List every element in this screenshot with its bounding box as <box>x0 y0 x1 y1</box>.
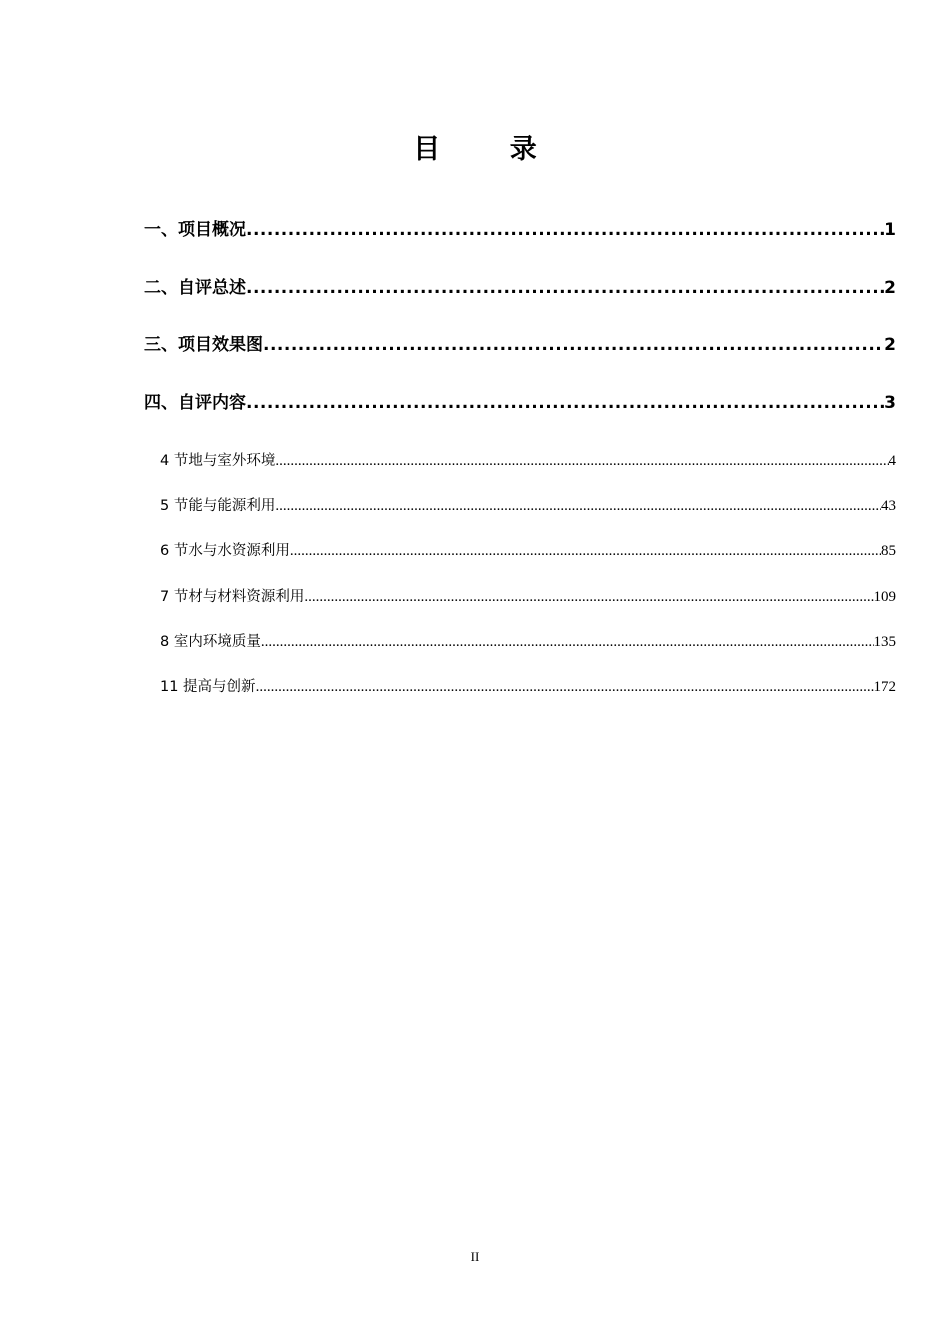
toc-page-number: 109 <box>873 589 896 605</box>
toc-entry-label: 二、自评总述 <box>144 278 246 298</box>
toc-title: 目 录 <box>413 134 567 165</box>
toc-subentry-improvement-innovation[interactable] <box>160 676 896 698</box>
toc-page-number: 2 <box>884 278 896 298</box>
toc-entry-project-overview[interactable] <box>144 217 896 243</box>
toc-entry-label: 四、自评内容 <box>144 393 246 413</box>
toc-leader-dots <box>275 495 881 517</box>
toc-entry-self-evaluation-summary[interactable] <box>144 275 896 301</box>
toc-entry-label: 5 节能与能源利用 <box>160 498 276 514</box>
toc-subentry-water-saving[interactable] <box>160 540 896 562</box>
toc-entry-self-evaluation-content[interactable] <box>144 390 896 416</box>
toc-entry-label: 三、项目效果图 <box>144 335 263 355</box>
toc-page-number: 3 <box>884 393 896 413</box>
toc-page-number: 172 <box>873 679 896 695</box>
toc-entry-label: 6 节水与水资源利用 <box>160 543 290 559</box>
toc-subentry-energy-saving[interactable] <box>160 495 896 517</box>
toc-page-number: 1 <box>884 220 896 240</box>
toc-leader-dots <box>246 217 884 243</box>
toc-page-number: 85 <box>881 543 896 559</box>
toc-subentry-material-saving[interactable] <box>160 586 896 608</box>
toc-leader-dots <box>246 390 884 416</box>
toc-entry-label: 7 节材与材料资源利用 <box>160 589 305 605</box>
toc-entry-label: 4 节地与室外环境 <box>160 453 276 469</box>
toc-entry-project-renderings[interactable] <box>144 332 896 358</box>
toc-page-number: 135 <box>873 634 896 650</box>
toc-entry-label: 8 室内环境质量 <box>160 634 261 650</box>
toc-entry-label: 一、项目概况 <box>144 220 246 240</box>
toc-page-number: 43 <box>881 498 896 514</box>
toc-leader-dots <box>290 540 881 562</box>
toc-page-number: 2 <box>884 335 896 355</box>
toc-subentry-indoor-environment[interactable] <box>160 631 896 653</box>
toc-leader-dots <box>261 631 874 653</box>
toc-leader-dots <box>275 450 888 472</box>
toc-leader-dots <box>246 275 884 301</box>
toc-page-number: 4 <box>888 453 896 469</box>
toc-leader-dots <box>256 676 874 698</box>
toc-entry-label: 11 提高与创新 <box>160 679 256 695</box>
toc-leader-dots <box>304 586 873 608</box>
page-footer-number: II <box>470 1249 480 1264</box>
toc-subentry-land-saving[interactable] <box>160 450 896 472</box>
toc-leader-dots <box>263 332 884 358</box>
